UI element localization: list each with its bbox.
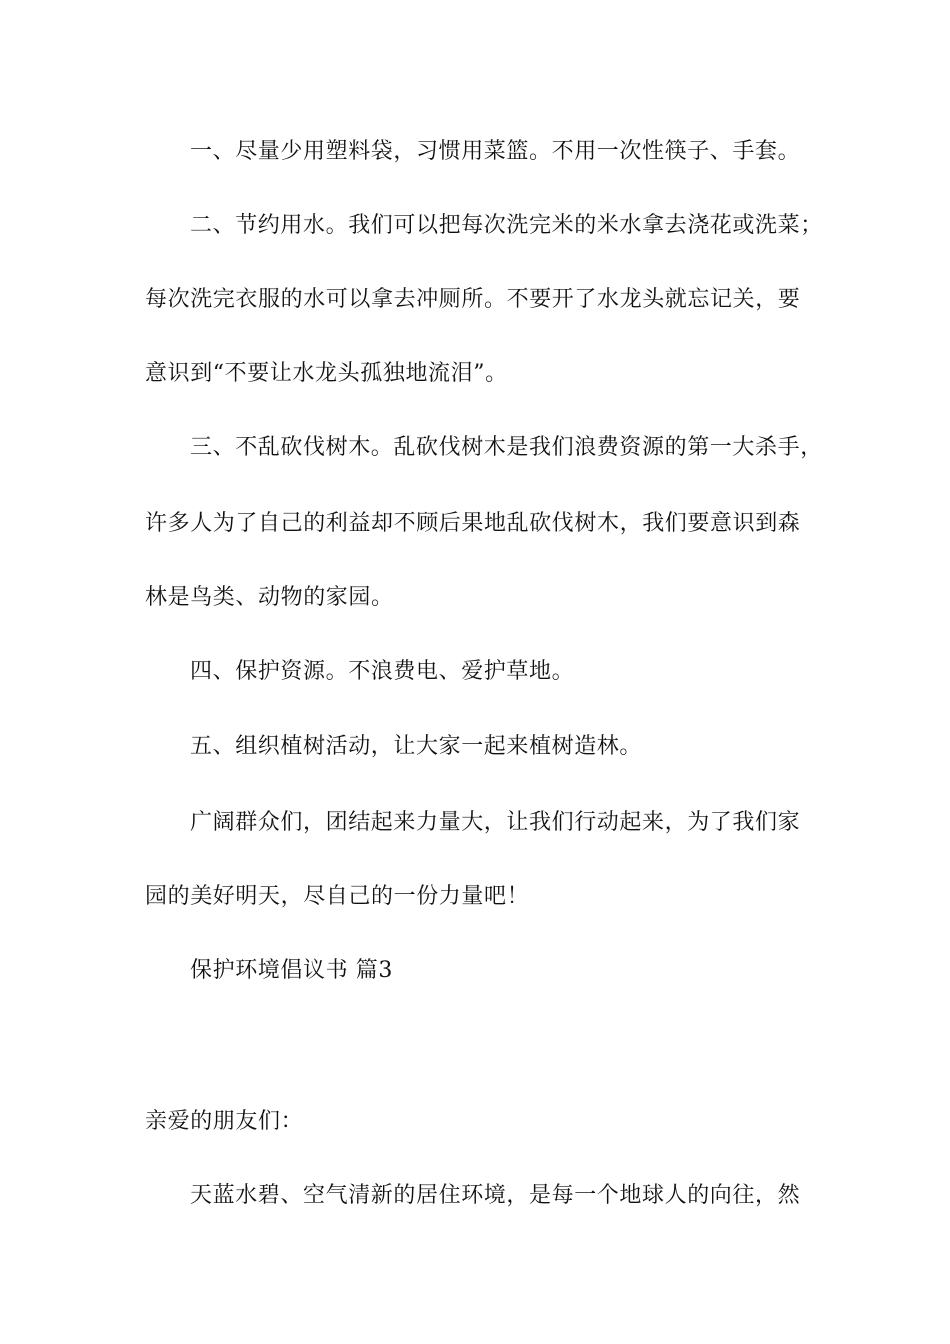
paragraph-line-4: 意识到“不要让水龙头孤独地流泪”。	[145, 361, 508, 386]
paragraph-line-8: 四、保护资源。不浪费电、爱护草地。	[190, 659, 575, 684]
paragraph-line-11: 园的美好明天，尽自己的一份力量吧！	[145, 884, 530, 909]
paragraph-line-10: 广阔群众们，团结起来力量大，让我们行动起来，为了我们家	[190, 810, 801, 835]
paragraph-line-5: 三、不乱砍伐树木。乱砍伐树木是我们浪费资源的第一大杀手，	[190, 435, 823, 460]
paragraph-line-1: 一、尽量少用塑料袋，习惯用菜篮。不用一次性筷子、手套。	[190, 139, 801, 164]
paragraph-line-12: 天蓝水碧、空气清新的居住环境，是每一个地球人的向往，然	[190, 1183, 801, 1208]
paragraph-line-9: 五、组织植树活动，让大家一起来植树造林。	[190, 734, 643, 759]
paragraph-line-6: 许多人为了自己的利益却不顾后果地乱砍伐树木，我们要意识到森	[145, 511, 801, 536]
paragraph-line-2: 二、节约用水。我们可以把每次洗完米的米水拿去浇花或洗菜；	[190, 213, 823, 238]
section-heading: 保护环境倡议书 篇3	[190, 958, 393, 983]
paragraph-line-3: 每次洗完衣服的水可以拿去冲厕所。不要开了水龙头就忘记关，要	[145, 287, 801, 312]
salutation: 亲爱的朋友们：	[145, 1109, 304, 1134]
paragraph-line-7: 林是鸟类、动物的家园。	[145, 585, 394, 610]
